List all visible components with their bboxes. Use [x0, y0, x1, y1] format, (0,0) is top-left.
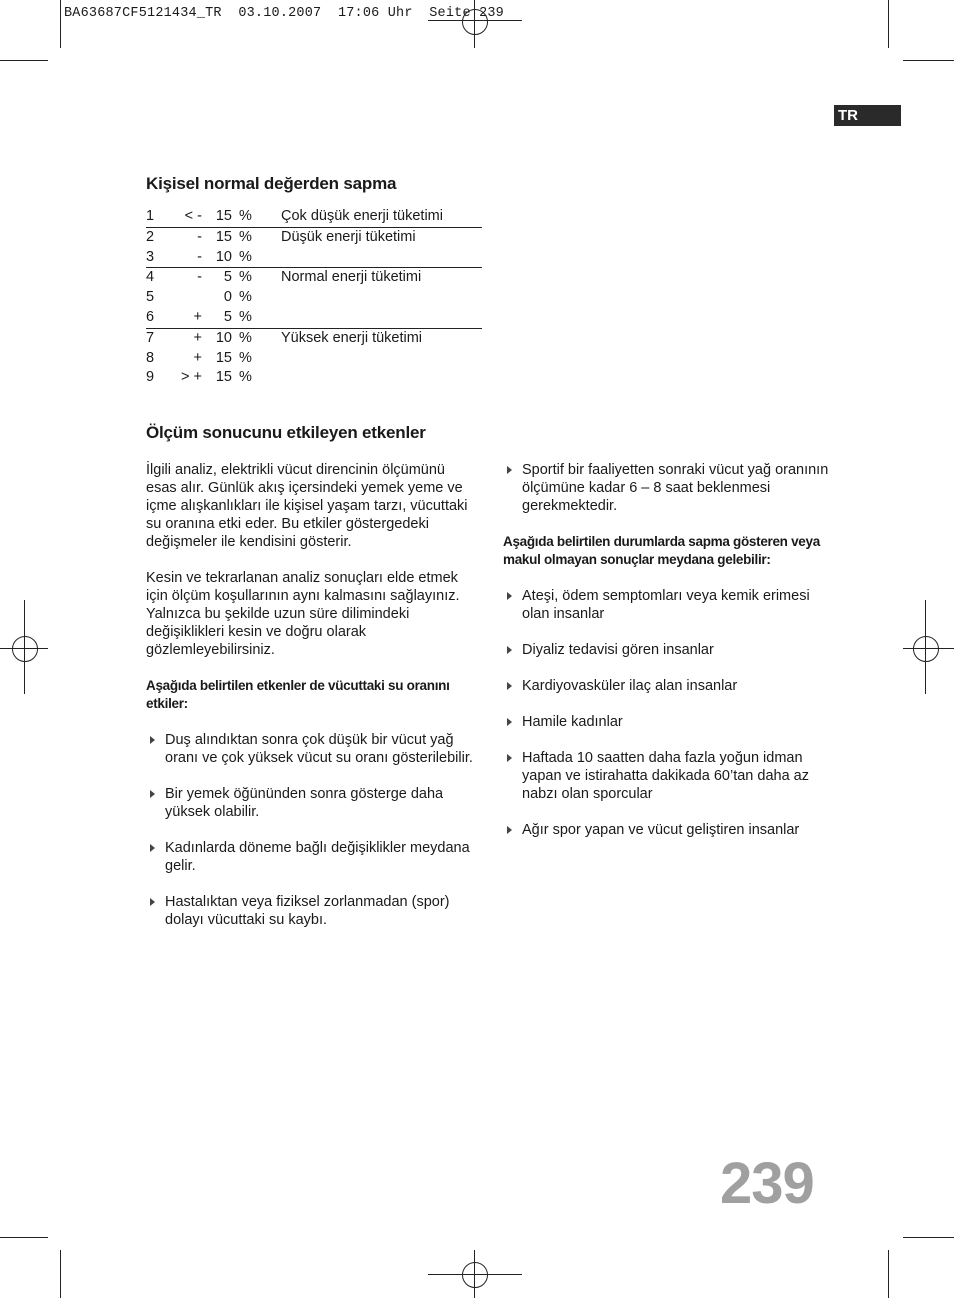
- factors-subheading: Aşağıda belirtilen etkenler de vücuttaki su oranını etkiler:: [146, 678, 450, 711]
- list-item-text: Haftada 10 saatten daha fazla yoğun idman yapan ve istirahatta dakikada 60’tan daha az nabzı olan sporcular: [522, 750, 809, 802]
- unit-cell: %: [239, 369, 252, 386]
- intro-paragraph: İlgili analiz, elektrikli vücut direncinin ölçümünü esas alır. Günlük akış içersindeki yemek yeme ve içme alışkanlıkları ile kişisel yaşam tarzı, vücuttaki su oranına etki eder. Bu etkiler göstergedeki değişmeler ile kendisini gösterir.: [146, 462, 468, 550]
- list-item: [503, 749, 833, 803]
- sign-cell: +: [193, 308, 202, 325]
- level-cell: 6: [146, 308, 155, 325]
- table-row: [146, 207, 482, 227]
- list-item-text: Bir yemek öğününden sonra gösterge daha yüksek olabilir.: [165, 786, 444, 820]
- list-item: [503, 641, 833, 659]
- sign-cell: -: [176, 268, 208, 288]
- unit-cell: %: [232, 328, 281, 348]
- unit-cell: %: [239, 308, 252, 325]
- value-cell: 5: [208, 268, 232, 288]
- list-item: [146, 839, 476, 875]
- deviation-section-title: Kişisel normal değerden sapma: [146, 174, 397, 193]
- bullet-arrow-icon: [507, 646, 512, 654]
- level-cell: 8: [146, 349, 155, 366]
- unit-cell: %: [232, 227, 281, 247]
- level-cell: 5: [146, 289, 155, 306]
- table-row: [146, 268, 482, 288]
- value-cell: 5: [223, 308, 232, 325]
- print-slug-header: BA63687CF5121434_TR 03.10.2007 17:06 Uhr Seite 239: [64, 6, 504, 21]
- bullet-arrow-icon: [150, 844, 155, 852]
- list-item: [503, 461, 833, 515]
- level-cell: 1: [146, 208, 155, 224]
- table-row: [146, 288, 482, 308]
- value-cell: 10: [208, 328, 232, 348]
- bullet-arrow-icon: [507, 718, 512, 726]
- bullet-arrow-icon: [507, 592, 512, 600]
- list-item: [503, 821, 833, 839]
- table-row: [146, 368, 482, 388]
- value-cell: 0: [223, 289, 232, 306]
- list-item: [146, 893, 476, 929]
- sign-cell: > +: [181, 369, 202, 386]
- list-item: [146, 785, 476, 821]
- level-cell: 9: [146, 369, 155, 386]
- unit-cell: %: [239, 208, 252, 224]
- sign-cell: -: [197, 248, 202, 265]
- right-column: [503, 461, 833, 839]
- table-row: [146, 227, 482, 247]
- table-row: [146, 248, 482, 268]
- factors-section-title: Ölçüm sonucunu etkileyen etkenler: [146, 423, 426, 442]
- table-row: [146, 308, 482, 328]
- page-number: 239: [720, 1151, 814, 1216]
- level-cell: 4: [146, 268, 176, 288]
- level-cell: 3: [146, 248, 155, 265]
- label-cell: [281, 248, 482, 268]
- label-cell: Çok düşük enerji tüketimi: [281, 208, 443, 224]
- list-item: [503, 677, 833, 695]
- label-cell: [281, 308, 482, 328]
- value-cell: 15: [208, 227, 232, 247]
- label-cell: Yüksek enerji tüketimi: [281, 328, 482, 348]
- consistency-paragraph: Kesin ve tekrarlanan analiz sonuçları elde etmek için ölçüm koşullarının aynı kalmasını sağlayınız. Yalnızca bu şekilde uzun süre dilimindeki değişiklikleri kesin ve doğru olarak gözlemleyebilirsiniz.: [146, 570, 460, 658]
- bullet-arrow-icon: [507, 682, 512, 690]
- value-cell: 15: [215, 349, 232, 366]
- bullet-arrow-icon: [150, 898, 155, 906]
- sign-cell: -: [176, 227, 208, 247]
- list-item: [503, 713, 833, 731]
- unit-cell: %: [239, 349, 252, 366]
- bullet-arrow-icon: [150, 736, 155, 744]
- list-item-text: Hamile kadınlar: [522, 714, 623, 730]
- sign-cell: [176, 288, 208, 308]
- sign-cell: +: [193, 349, 202, 366]
- value-cell: 15: [215, 369, 232, 386]
- list-item-text: Kadınlarda döneme bağlı değişiklikler meydana gelir.: [165, 840, 470, 874]
- value-cell: 10: [215, 248, 232, 265]
- list-item-text: Ateşi, ödem semptomları veya kemik erimesi olan insanlar: [522, 588, 810, 622]
- list-item-text: Diyaliz tedavisi gören insanlar: [522, 642, 714, 658]
- list-item: [503, 587, 833, 623]
- unit-cell: %: [232, 268, 281, 288]
- bullet-arrow-icon: [150, 790, 155, 798]
- level-cell: 2: [146, 227, 176, 247]
- bullet-arrow-icon: [507, 754, 512, 762]
- bullet-arrow-icon: [507, 826, 512, 834]
- label-cell: [281, 288, 482, 308]
- label-cell: [281, 349, 482, 369]
- level-cell: 7: [146, 328, 176, 348]
- language-badge: TR: [834, 105, 901, 126]
- table-row: [146, 328, 482, 348]
- unit-cell: %: [239, 289, 252, 306]
- sign-cell: +: [176, 328, 208, 348]
- label-cell: [281, 368, 482, 388]
- label-cell: Düşük enerji tüketimi: [281, 227, 482, 247]
- list-item-text: Ağır spor yapan ve vücut geliştiren insanlar: [522, 822, 800, 838]
- table-row: [146, 349, 482, 369]
- deviation-table: [146, 207, 482, 388]
- sign-cell: < -: [184, 208, 202, 224]
- unit-cell: %: [239, 248, 252, 265]
- label-cell: Normal enerji tüketimi: [281, 268, 482, 288]
- list-item-text: Kardiyovasküler ilaç alan insanlar: [522, 678, 738, 694]
- list-item-text: Duş alındıktan sonra çok düşük bir vücut yağ oranı ve çok yüksek vücut su oranı gösterilebilir.: [165, 732, 473, 766]
- list-item-text: Sportif bir faaliyetten sonraki vücut yağ oranının ölçümüne kadar 6 – 8 saat beklenmesi gerekmektedir.: [522, 462, 829, 514]
- value-cell: 15: [215, 208, 232, 224]
- left-column: [146, 461, 476, 929]
- list-item: [146, 731, 476, 767]
- bullet-arrow-icon: [507, 466, 512, 474]
- list-item-text: Hastalıktan veya fiziksel zorlanmadan (spor) dolayı vücuttaki su kaybı.: [165, 894, 450, 928]
- deviation-conditions-subheading: Aşağıda belirtilen durumlarda sapma gösteren veya makul olmayan sonuçlar meydana gelebilir:: [503, 534, 820, 567]
